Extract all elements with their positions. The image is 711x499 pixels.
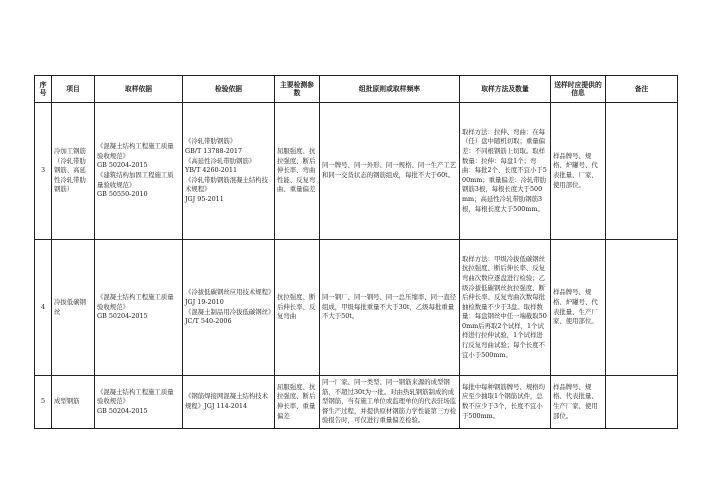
table-row <box>35 103 678 240</box>
inspection-line: 《冷拔低碳钢丝应用技术规程》JGJ 19-2010 <box>185 288 272 306</box>
cell-remark <box>606 376 678 429</box>
cell-params: 屈服强度、抗拉强度、断后伸长率、重量偏差 <box>275 376 320 429</box>
header-inspection: 检验依据 <box>183 76 275 103</box>
header-remark: 备注 <box>606 76 678 103</box>
sampling-spec-table <box>34 75 678 429</box>
table-row <box>35 376 678 429</box>
basis-line: 《混凝土结构工程施工质量验收规范》 <box>97 387 174 406</box>
cell-batch: 同一钢厂、同一钢号、同一总压缩率、同一直径组成，甲级每批重量不大于30t，乙级每批重量不大于50t。 <box>320 240 460 376</box>
cell-item: 成型钢筋 <box>52 376 95 429</box>
inspection-line: 《冷轧带肋钢筋》 <box>185 137 237 146</box>
inspection-line: YB/T 4260-2011 <box>185 166 238 175</box>
inspection-line: 《高延性冷轧带肋钢筋》 <box>185 156 256 165</box>
table-row <box>35 240 678 376</box>
cell-info: 样品牌号、规格、代表批量、生产厂家、使用部位。 <box>551 376 606 429</box>
header-seq: 序号 <box>35 76 52 103</box>
cell-basis <box>95 240 183 376</box>
cell-seq: 3 <box>35 103 52 240</box>
header-batch: 组批原则或取样频率 <box>320 76 460 103</box>
cell-info: 样品牌号、规格、炉罐号、代表批量、生产厂家、使用部位。 <box>551 240 606 376</box>
header-params: 主要检测参数 <box>275 76 320 103</box>
cell-params: 屈服强度、抗拉强度、断后伸长率、弯曲性能、反复弯曲、重量偏差 <box>275 103 320 240</box>
cell-inspection <box>183 376 275 429</box>
header-method: 取样方法及数量 <box>460 76 551 103</box>
header-item: 项目 <box>52 76 95 103</box>
cell-basis <box>95 103 183 240</box>
basis-line: 《混凝土结构工程施工质量验收规范》 <box>97 142 174 160</box>
cell-method: 每批中每种钢筋牌号、规格均应至少抽取1个钢筋试件，总数不应少于3个，长度不宜小于500mm。 <box>460 376 551 429</box>
cell-inspection <box>183 240 275 376</box>
cell-remark <box>606 103 678 240</box>
cell-remark <box>606 240 678 376</box>
header-info: 送样时应提供的信息 <box>551 76 606 103</box>
inspection-line: JGJ 95-2011 <box>185 194 224 203</box>
header-basis: 取样依据 <box>95 76 183 103</box>
cell-batch: 同一牌号、同一外形、同一规格、同一生产工艺和同一交货状态的钢筋组成，每批不大于60t。 <box>320 103 460 240</box>
basis-line: 《建筑结构加固工程施工质量验收规范》 <box>97 171 174 189</box>
cell-basis <box>95 376 183 429</box>
cell-method: 取样方法：甲级冷拔低碳钢丝抗拉强度、断后伸长率、反复弯曲次数应逐盘进行检验；乙级冷拔低碳钢丝抗拉强度、断后伸长率、反复弯曲次数每批抽检数量不少于3盘。取样数量：每盘钢丝中任一端截取500mm后再取2个试样，1个试样进行拉伸试验，1个试样进行反复弯曲试验；每个长度不宜小于500mm。 <box>460 240 551 376</box>
cell-batch: 同一厂家、同一类型、同一钢筋来源的成型钢筋，不超过30t为一批。对由热轧钢筋制成的成型钢筋，当有施工单位或监理单位的代表驻场监督生产过程，并提供原材钢筋力学性能第三方检验报告时，可仅进行重量偏差检验。 <box>320 376 460 429</box>
cell-info: 样品牌号、规格、炉罐号、代表批量、厂家、使用部位。 <box>551 103 606 240</box>
inspection-line: 《钢筋焊接网混凝土结构技术规程》JGJ 114-2014 <box>185 392 269 410</box>
cell-seq: 5 <box>35 376 52 429</box>
basis-line: GB 50204-2015 <box>97 406 148 415</box>
cell-method: 取样方法：拉伸、弯曲：在每（任）盘中随机切取；重量偏差：不同根钢筋上切取。取样数量：拉伸：每盘1个；弯曲：每批2个、长度不宜小于500mm；重量偏差：冷轧带肋钢筋3根，每根长度大于500mm；高延性冷轧带肋钢筋3根，每根长度大于500mm。 <box>460 103 551 240</box>
inspection-line: 《冷轧带肋钢筋混凝土结构技术规程》 <box>185 175 269 194</box>
cell-inspection <box>183 103 275 240</box>
basis-line: 《混凝土结构工程施工质量验收规范》 <box>97 293 174 311</box>
inspection-line: GB/T 13788-2017 <box>185 147 243 156</box>
table-header-row <box>35 76 678 103</box>
cell-seq: 4 <box>35 240 52 376</box>
basis-line: GB 50550-2010 <box>97 190 148 199</box>
basis-line: GB 50204-2015 <box>97 312 148 321</box>
basis-line: GB 50204-2015 <box>97 161 148 170</box>
inspection-line: 《混凝土制品用冷拔低碳钢丝》JC/T 540-2006 <box>185 307 272 326</box>
cell-item: 冷拔低碳钢丝 <box>52 240 95 376</box>
cell-item: 冷加工钢筋（冷轧带肋钢筋、高延性冷轧带肋钢筋） <box>52 103 95 240</box>
cell-params: 抗拉强度、断后伸长率、反复弯曲 <box>275 240 320 376</box>
